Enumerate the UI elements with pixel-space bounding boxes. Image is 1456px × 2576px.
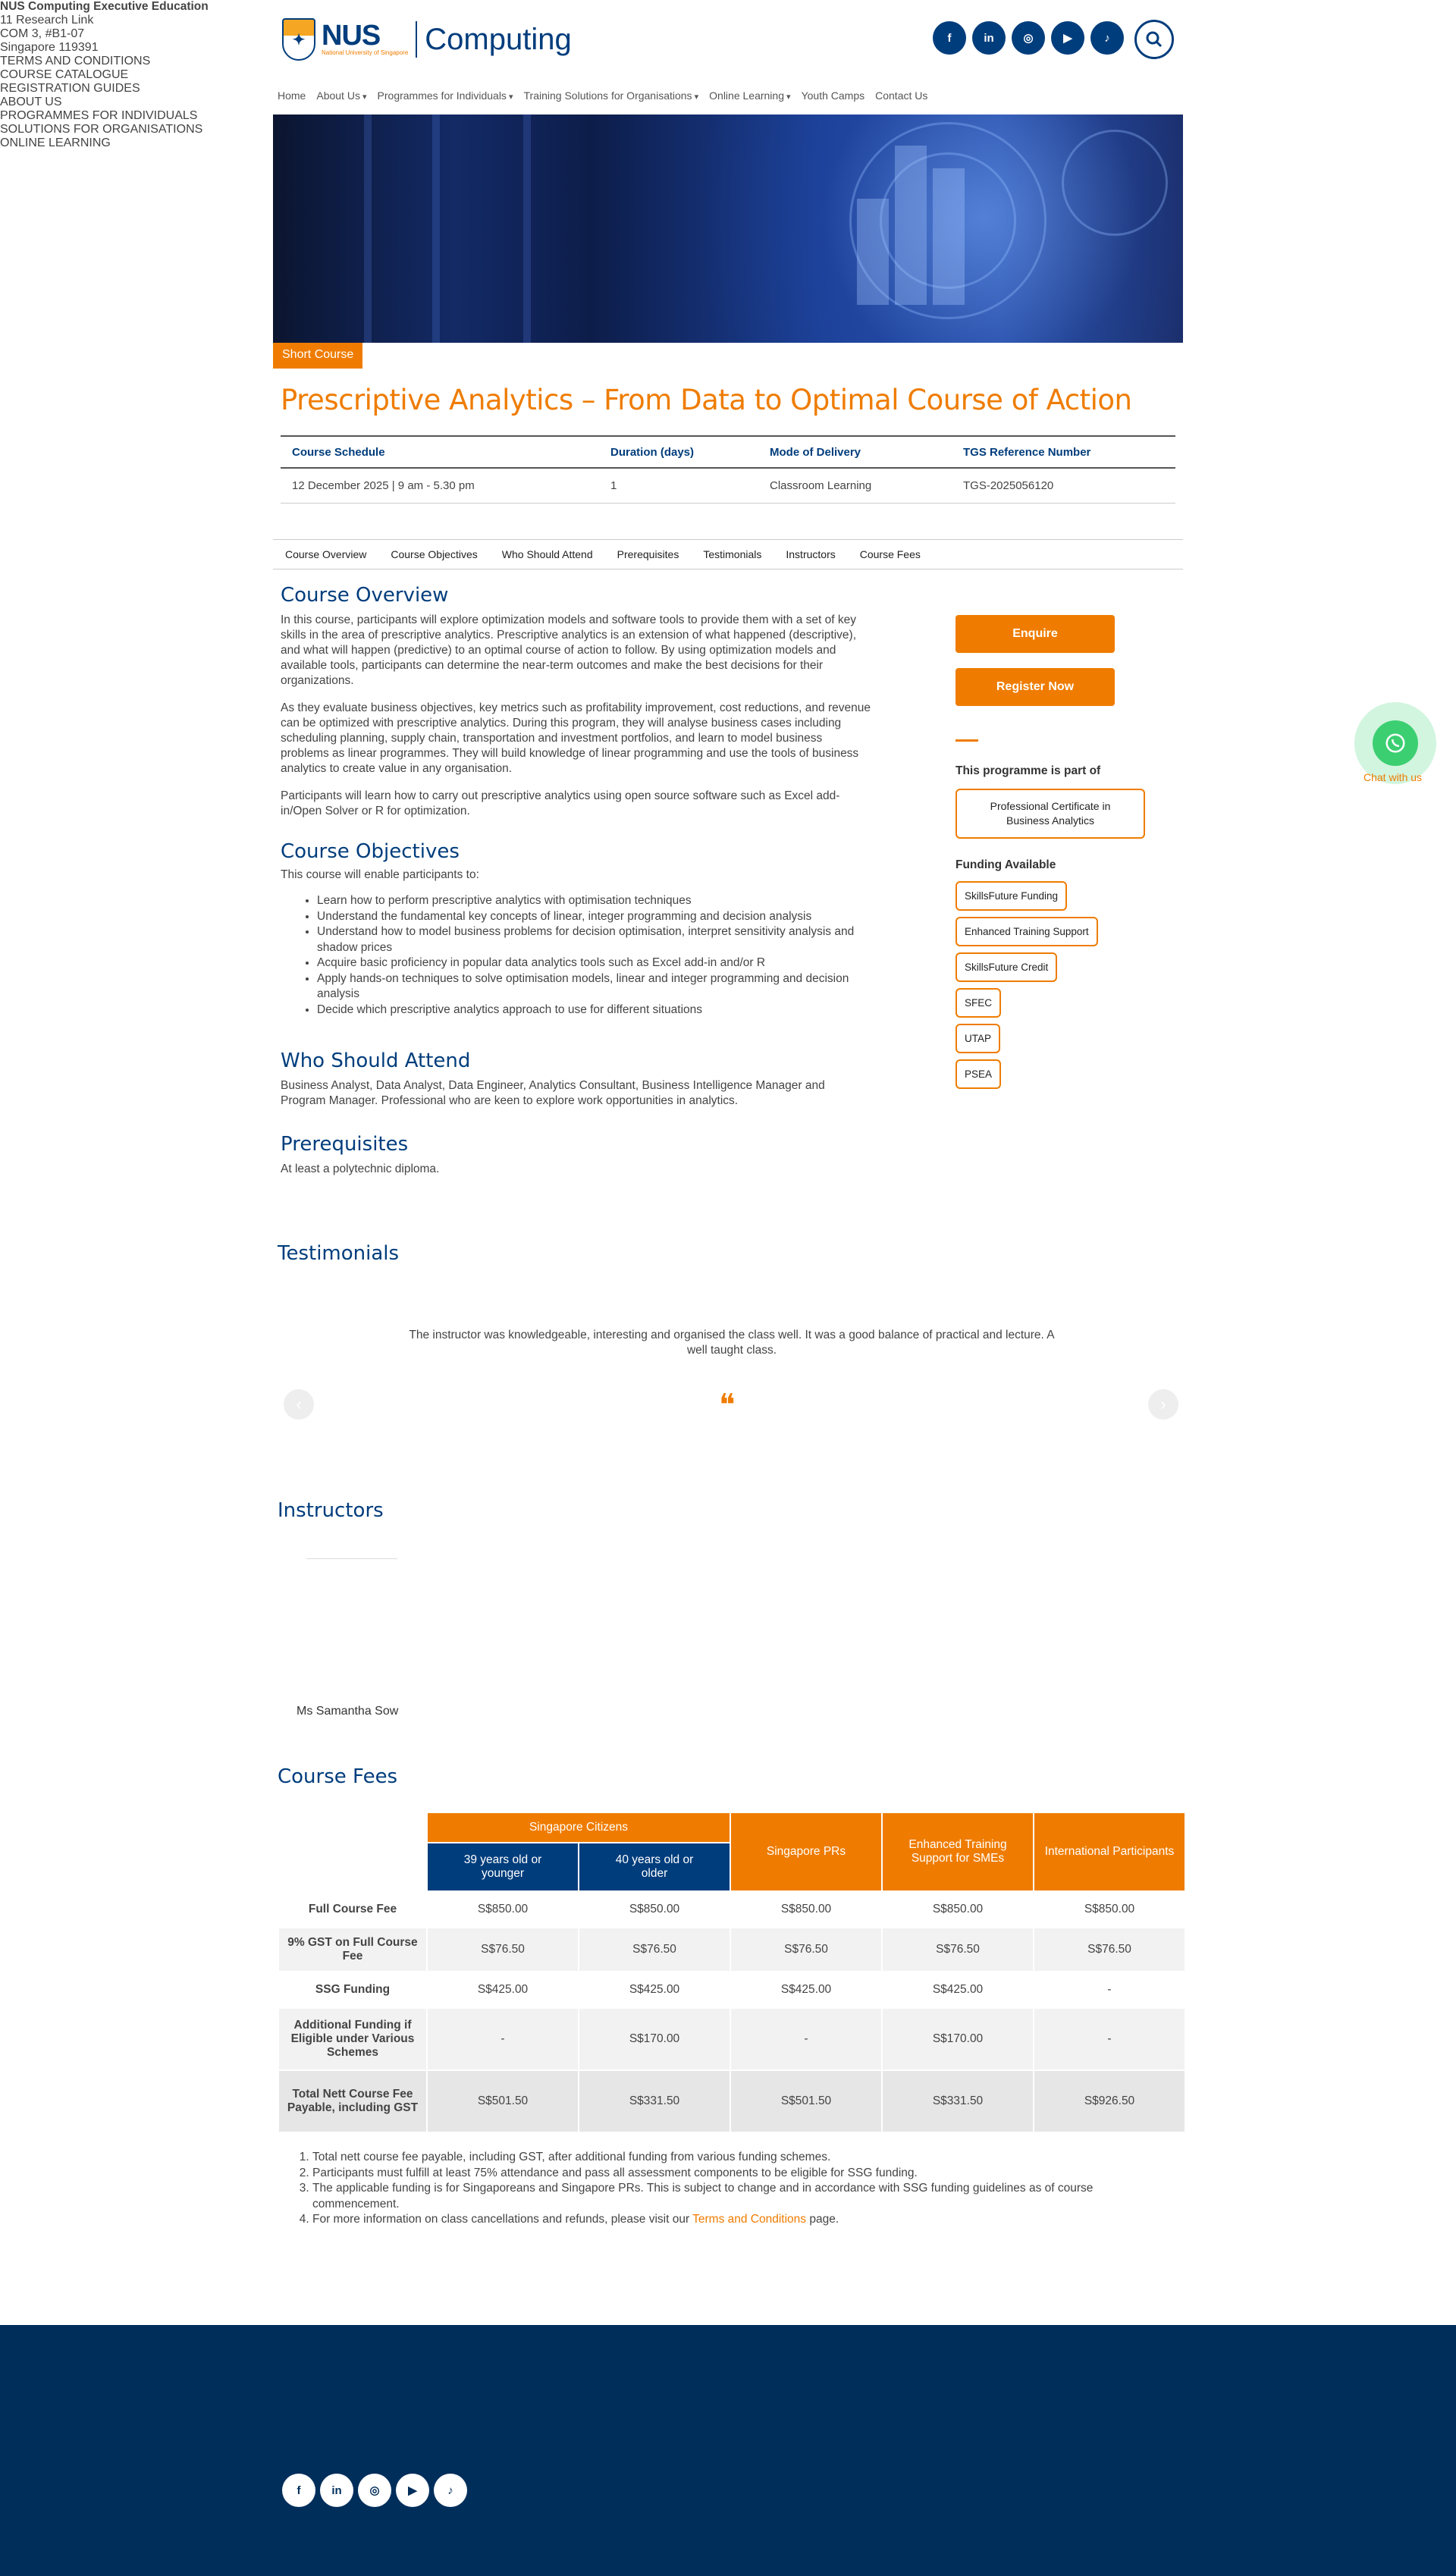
header-social-links	[933, 21, 1124, 55]
funding-tag[interactable]: UTAP	[956, 1024, 1000, 1053]
list-item: • Acquire basic proficiency in popular data analytics tools such as Excel add-in and/or R	[317, 955, 872, 971]
fee-row-label: Total Nett Course Fee Payable, including GST	[278, 2070, 427, 2132]
funding-tag[interactable]: SFEC	[956, 988, 1001, 1018]
who-text: Business Analyst, Data Analyst, Data Engineer, Analytics Consultant, Business Intelligence Manager and Program Manager. Professional who are keen to explore work opportunities in analytics.	[281, 1079, 825, 1107]
footer-address	[0, 0, 1456, 55]
fee-cell: S$76.50	[579, 1928, 730, 1972]
list-item: • Understand the fundamental key concepts of linear, integer programming and decision analysis	[317, 909, 872, 925]
fee-cell: -	[427, 2008, 579, 2070]
funding-tag[interactable]: SkillsFuture Credit	[956, 952, 1057, 982]
nus-crest-icon: ✦	[282, 18, 315, 61]
fee-cell: S$926.50	[1034, 2070, 1185, 2132]
fee-cell: S$850.00	[427, 1891, 579, 1928]
tiktok-icon[interactable]: ♪	[434, 2474, 467, 2507]
fee-cell: S$76.50	[730, 1928, 882, 1972]
logo-nus-text: NUS	[322, 20, 381, 52]
logo-subtitle: National University of Singapore	[322, 49, 409, 56]
objectives-intro: This course will enable participants to:	[281, 868, 479, 881]
list-item: 1. Total nett course fee payable, including GST, after additional funding from various funding schemes.	[312, 2150, 1177, 2166]
fee-cell: S$425.00	[427, 1972, 579, 2008]
logo-computing-text: Computing	[425, 23, 572, 56]
main-nav	[278, 89, 927, 102]
page-title: Prescriptive Analytics – From Data to Optimal Course of Action	[281, 384, 1132, 416]
funding-tag[interactable]: Enhanced Training Support	[956, 917, 1098, 946]
carousel-prev-arrow[interactable]: ‹	[284, 1389, 314, 1420]
fee-row-label: Additional Funding if Eligible under Various Schemes	[278, 2008, 427, 2070]
linkedin-icon[interactable]: in	[320, 2474, 353, 2507]
duration-header: Duration (days)	[599, 436, 758, 468]
fee-cell: S$331.50	[579, 2070, 730, 2132]
nav-youth-camps[interactable]: Youth Camps	[801, 89, 865, 102]
nav-contact-us[interactable]: Contact Us	[875, 89, 928, 102]
tgs-value: TGS-2025056120	[952, 468, 1175, 504]
professional-certificate-link[interactable]: Professional Certificate in Business Analytics	[956, 789, 1145, 839]
facebook-icon[interactable]: f	[933, 21, 966, 55]
delivery-header: Mode of Delivery	[758, 436, 952, 468]
tab-course-fees[interactable]: Course Fees	[859, 548, 921, 560]
instructor-name[interactable]: Ms Samantha Sow	[297, 1705, 399, 1718]
nav-home[interactable]: Home	[278, 89, 306, 102]
nav-online-learning[interactable]: Online Learning ▾	[709, 89, 790, 102]
overview-paragraph: In this course, participants will explore optimization models and software tools to provide them with a set of key skills in the area of prescriptive analytics. Prescriptive analytics is an extension of what happened (descriptive), and what will happen (predictive) to an optimal course of action to follow. By using optimization models and available tools, participants can determine the near-term outcomes and make the best decisions for their organizations.	[281, 613, 857, 687]
search-button[interactable]	[1134, 20, 1174, 59]
singapore-prs-header: Singapore PRs	[730, 1812, 882, 1891]
overview-paragraph: Participants will learn how to carry out prescriptive analytics using open source software such as Excel add-in/Open Solver or R for optimization.	[281, 789, 840, 817]
course-schedule-table	[281, 435, 1175, 504]
fee-cell: S$425.00	[882, 1972, 1034, 2008]
programme-part-of-label: This programme is part of	[956, 764, 1101, 777]
footer-link[interactable]: ONLINE LEARNING	[0, 136, 111, 149]
age-40-over-header: 40 years old or older	[579, 1843, 730, 1891]
fee-cell: S$331.50	[882, 2070, 1034, 2132]
fee-cell: S$76.50	[882, 1928, 1034, 1972]
instructors-heading: Instructors	[278, 1499, 384, 1522]
funding-tag[interactable]: PSEA	[956, 1059, 1001, 1089]
fee-cell: S$170.00	[882, 2008, 1034, 2070]
nav-training-solutions[interactable]: Training Solutions for Organisations ▾	[524, 89, 699, 102]
list-item: • Apply hands-on techniques to solve optimisation models, linear and integer programming and decision analysis	[317, 971, 872, 1002]
fee-cell: S$850.00	[730, 1891, 882, 1928]
list-item: • Decide which prescriptive analytics approach to use for different situations	[317, 1002, 872, 1018]
delivery-value: Classroom Learning	[758, 468, 952, 504]
fee-cell: -	[730, 2008, 882, 2070]
footer-link[interactable]: REGISTRATION GUIDES	[0, 82, 140, 95]
fee-cell: S$850.00	[882, 1891, 1034, 1928]
objectives-heading: Course Objectives	[281, 840, 460, 863]
singapore-citizens-header: Singapore Citizens	[427, 1812, 730, 1843]
footer-link[interactable]: PROGRAMMES FOR INDIVIDUALS	[0, 109, 198, 122]
prereq-text: At least a polytechnic diploma.	[281, 1162, 440, 1175]
fee-cell: S$501.50	[427, 2070, 579, 2132]
sme-header: Enhanced Training Support for SMEs	[882, 1812, 1034, 1891]
youtube-icon[interactable]: ▶	[396, 2474, 429, 2507]
linkedin-icon[interactable]: in	[972, 21, 1006, 55]
list-item: • Understand how to model business problems for decision optimisation, interpret sensitivity analysis and shadow prices	[317, 924, 872, 955]
footer-link[interactable]: ABOUT US	[0, 96, 62, 108]
sidebar-divider	[956, 739, 978, 742]
fee-notes	[312, 2150, 1177, 2228]
footer-link[interactable]: TERMS AND CONDITIONS	[0, 55, 151, 67]
note-text: For more information on class cancellations and refunds, please visit our	[312, 2213, 693, 2226]
fee-cell: S$850.00	[579, 1891, 730, 1928]
footer-social-links	[282, 2474, 467, 2507]
footer-link[interactable]: COURSE CATALOGUE	[0, 68, 129, 81]
who-heading: Who Should Attend	[281, 1050, 471, 1072]
footer-addr-line: 11 Research Link	[0, 14, 94, 27]
enquire-button[interactable]: Enquire	[956, 615, 1115, 653]
course-fees-table	[278, 1812, 1186, 2133]
funding-available-label: Funding Available	[956, 858, 1056, 871]
fee-cell: S$850.00	[1034, 1891, 1185, 1928]
fee-cell: S$425.00	[579, 1972, 730, 2008]
note-text: page.	[806, 2213, 839, 2226]
nus-computing-logo[interactable]	[282, 15, 572, 64]
section-tabs	[273, 539, 1183, 569]
nav-programmes-individuals[interactable]: Programmes for Individuals ▾	[378, 89, 513, 102]
footer-addr-line: COM 3, #B1-07	[0, 27, 85, 40]
fee-row-label: SSG Funding	[278, 1972, 427, 2008]
instagram-icon[interactable]: ◎	[1012, 21, 1045, 55]
fee-cell: S$501.50	[730, 2070, 882, 2132]
international-header: International Participants	[1034, 1812, 1185, 1891]
funding-tag[interactable]: SkillsFuture Funding	[956, 881, 1067, 911]
fee-cell: S$76.50	[427, 1928, 579, 1972]
fees-heading: Course Fees	[278, 1765, 398, 1788]
fee-cell: S$76.50	[1034, 1928, 1185, 1972]
duration-value: 1	[599, 468, 758, 504]
tab-course-objectives[interactable]: Course Objectives	[391, 548, 478, 560]
logo-divider	[416, 21, 417, 58]
youtube-icon[interactable]: ▶	[1051, 21, 1084, 55]
footer-link[interactable]: SOLUTIONS FOR ORGANISATIONS	[0, 123, 203, 136]
schedule-header: Course Schedule	[281, 436, 599, 468]
search-icon	[1145, 30, 1163, 49]
hero-banner	[273, 115, 1183, 343]
list-item	[312, 2212, 1177, 2228]
fee-cell: S$170.00	[579, 2008, 730, 2070]
overview-heading: Course Overview	[281, 584, 449, 607]
overview-paragraph: As they evaluate business objectives, key metrics such as profitability improvement, cost reductions, and revenue can be optimized with prescriptive analytics. During this program, they will analyse business cases including scheduling planning, supply chain, transportation and investment portfolios, and learn to model business problems as linear programmes. They will build knowledge of linear programming and use the tools of business analytics to create value in any organisation.	[281, 701, 871, 775]
terms-and-conditions-link[interactable]: Terms and Conditions	[692, 2213, 807, 2226]
tgs-header: TGS Reference Number	[952, 436, 1175, 468]
fee-row-label: 9% GST on Full Course Fee	[278, 1928, 427, 1972]
chat-label[interactable]: Chat with us	[1363, 771, 1423, 783]
fee-cell: -	[1034, 2008, 1185, 2070]
short-course-badge: Short Course	[273, 343, 362, 369]
list-item: • Learn how to perform prescriptive analytics with optimisation techniques	[317, 893, 872, 909]
instructor-photo-placeholder	[306, 1558, 397, 1559]
schedule-value: 12 December 2025 | 9 am - 5.30 pm	[281, 468, 599, 504]
footer-addr-line: Singapore 119391	[0, 41, 99, 54]
age-39-under-header: 39 years old or younger	[427, 1843, 579, 1891]
tab-course-overview[interactable]: Course Overview	[285, 548, 367, 560]
carousel-next-arrow[interactable]: ›	[1148, 1389, 1178, 1420]
facebook-icon[interactable]: f	[282, 2474, 315, 2507]
fee-cell: S$425.00	[730, 1972, 882, 2008]
nav-about-us[interactable]: About Us ▾	[316, 89, 366, 102]
register-now-button[interactable]: Register Now	[956, 668, 1115, 706]
whatsapp-icon	[1373, 720, 1418, 766]
prereq-heading: Prerequisites	[281, 1133, 409, 1156]
objectives-list	[317, 893, 872, 1018]
tab-instructors[interactable]: Instructors	[786, 548, 836, 560]
list-item: 2. Participants must fulfill at least 75% attendance and pass all assessment components to be eligible for SSG funding.	[312, 2166, 1177, 2182]
fee-cell: -	[1034, 1972, 1185, 2008]
site-footer	[0, 2325, 1456, 2576]
tab-who-should-attend[interactable]: Who Should Attend	[501, 548, 593, 560]
testimonial-quote: The instructor was knowledgeable, interesting and organised the class well. It was a good balance of practical and lecture. A well taught class.	[409, 1329, 1055, 1357]
tiktok-icon[interactable]: ♪	[1090, 21, 1124, 55]
list-item: 3. The applicable funding is for Singaporeans and Singapore PRs. This is subject to change and in accordance with SSG funding guidelines as of course commencement.	[312, 2181, 1177, 2212]
testimonials-heading: Testimonials	[278, 1242, 400, 1265]
fee-row-label: Full Course Fee	[278, 1891, 427, 1928]
footer-org-name: NUS Computing Executive Education	[0, 0, 209, 13]
tab-testimonials[interactable]: Testimonials	[703, 548, 762, 560]
tab-prerequisites[interactable]: Prerequisites	[617, 548, 679, 560]
quote-icon: ❝	[719, 1388, 736, 1423]
fees-corner-cell	[278, 1812, 427, 1891]
instagram-icon[interactable]: ◎	[358, 2474, 391, 2507]
